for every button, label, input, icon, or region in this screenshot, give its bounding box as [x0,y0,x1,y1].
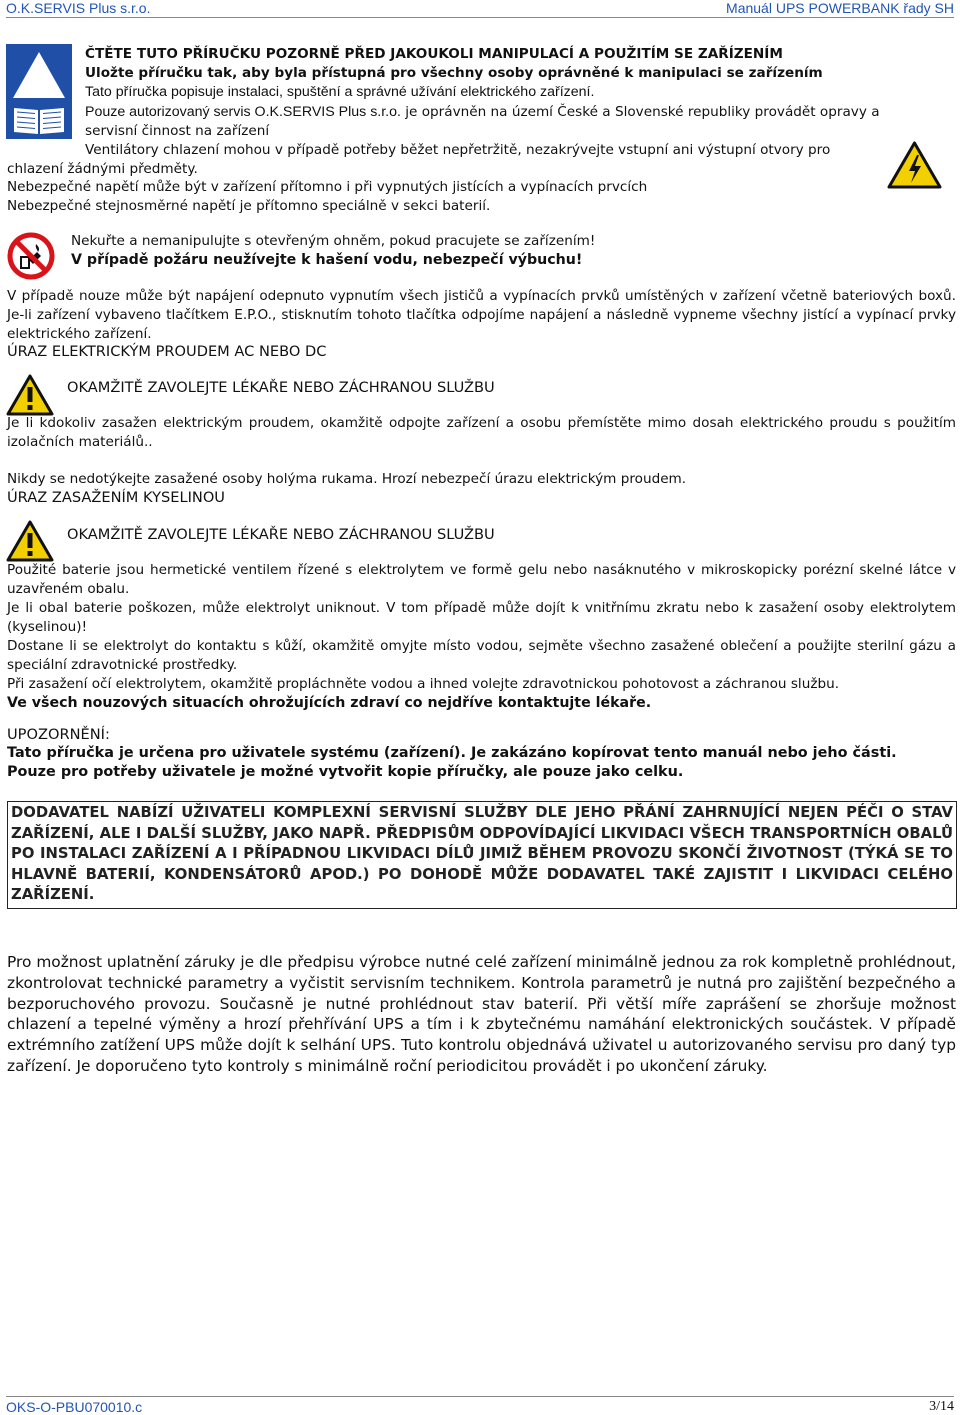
warning-icon [6,520,54,562]
acid-p2: Je li obal baterie poškozen, může elektrolyt uniknout. V tom případě může dojít k vnitřnímu zkratu nebo k zasažení osoby elektrolytem (kyselinou)! [7,600,956,635]
page-footer [6,1396,954,1415]
acid-p4: Při zasažení očí elektrolytem, okamžitě propláchněte vodou a ihned volejte zdravotnickou pohotovost a záchranou službu. [7,676,840,692]
acid-p3: Dostane li se elektrolyt do kontaktu s kůží, okamžitě omyjte místo vodou, sejměte všechno zasažené oblečení a použijte sterilní gázu a speciální zdravotnické prostředky. [7,638,956,673]
acid-title: ÚRAZ ZASAŽENÍM KYSELINOU [7,489,225,506]
header-company: O.K.SERVIS Plus s.r.o. [6,0,151,16]
footer-doc-code: OKS-O-PBU070010.c [6,1399,143,1415]
intro-line-4-end: je oprávněn na území České a Slovenské republiky provádět opravy a [400,104,880,120]
service-notice-box: DODAVATEL NABÍZÍ UŽIVATELI KOMPLEXNÍ SERVISNÍ SLUŽBY DLE JEHO PŘÁNÍ ZAHRNUJÍCÍ NEJEN PÉČI O STAV ZAŘÍZENÍ, ALE I DALŠÍ SLUŽBY, JAKO NAPŘ. PŘEDPISŮM ODPOVÍDAJÍCÍ LIKVIDACI VŠECH TRANSPORTNÍCH OBALŮ PO INSTALACI ZAŘÍZENÍ A I PŘÍPADNOU LIKVIDACI DÍLŮ JIMIŽ BĚHEM PROVOZU SKONČÍ ŽIVOTNOST (TÝKÁ SE TO HLAVNĚ BATERIÍ, KONDENSÁTORŮ APOD.) PO DOHODĚ MŮŽE DODAVATEL TAKÉ ZAJISTIT I LIKVIDACI CELÉHO ZAŘÍZENÍ. [7,801,957,909]
warning-line-2: Pouze pro potřeby uživatele je možné vytvořit kopie příručky, ale pouze jako celku. [7,764,684,780]
page-header [6,0,954,18]
no-open-flame-icon [7,232,55,280]
read-manual-icon [6,44,72,139]
fire-line-2: V případě požáru neužívejte k hašení vodu, nebezpečí výbuchu! [71,252,583,268]
intro-heading-1: ČTĚTE TUTO PŘÍRUČKU POZORNĚ PŘED JAKOUKOLI MANIPULACÍ A POUŽITÍM SE ZAŘÍZENÍM [85,46,783,62]
intro-line-7: chlazení žádnými předměty. [7,161,198,177]
emergency-text: V případě nouze může být napájení odepnuto vypnutím všech jističů a vypínacích prvků umístěných v zařízení včetně bateriových boxů. Je-li zařízení vybaveno tlačítkem E.P.O., stisknutím tohoto tlačítka odpojíme napájení a následně vypneme všechny jistící a vypínací prvky elektrického zařízení. [7,288,956,342]
intro-line-6: Ventilátory chlazení mohou v případě potřeby běžet nepřetržitě, nezakrývejte vstupní ani výstupní otvory pro [85,142,831,158]
intro-line-8: Nebezpečné napětí může být v zařízení přítomno i při vypnutých jistících a vypínacích prvcích [7,179,648,195]
acid-paragraphs [7,561,956,713]
acid-p5: Ve všech nouzových situacích ohrožujících zdraví co nejdříve kontaktujte lékaře. [7,695,652,711]
shock-text-2: Nikdy se nedotýkejte zasažené osoby holýma rukama. Hrozí nebezpečí úrazu elektrickým proudem. [7,471,687,487]
shock-text-1: Je li kdokoliv zasažen elektrickým proudem, okamžitě odpojte zařízení a osobu přemístěte mimo dosah elektrického proudu s použitím izolačních materiálů.. [7,415,956,450]
fire-line-1: Nekuřte a nemanipulujte s otevřeným ohněm, pokud pracujete se zařízením! [71,233,596,249]
warranty-paragraph: Pro možnost uplatnění záruky je dle předpisu výrobce nutné celé zařízení minimálně jednou za rok kompletně prohlédnout, zkontrolovat technické parametry a vyčistit servisním technikem. Kontrola parametrů je nutná pro zajištění bezpečného a bezporuchového provozu. Současně je nutné prohlédnout stav baterií. Při větší míře zaprášení se zhoršuje možnost chlazení a tepelné výměny a hrozí přehřívání UPS a tím i k zbytečnému namáhání elektronických součástek. V případě extrémního zatížení UPS může dojít k selhání UPS. Tuto kontrolu objednává uživatel u autorizovaného servisu pro daný typ zařízení. Je doporučeno tyto kontroly s minimálně roční periodicitou provádět i po ukončení záruky. [7,953,956,1075]
intro-line-3: Tato příručka popisuje instalaci, spuštění a správné užívání elektrického zařízení. [85,84,595,100]
intro-line-5: servisní činnost na zařízení [85,123,270,139]
intro-line-4-start: Pouze autorizovaný servis O.K.SERVIS Plus s.r.o. [85,104,401,120]
acid-call-doctor: OKAMŽITĚ ZAVOLEJTE LÉKAŘE NEBO ZÁCHRANOU SLUŽBU [67,526,495,543]
footer-page-number: 3/14 [929,1399,954,1414]
warning-line-1: Tato příručka je určena pro uživatele systému (zařízení). Je zakázáno kopírovat tento manuál nebo jeho části. [7,745,897,761]
warning-icon [6,374,54,416]
shock-call-doctor: OKAMŽITĚ ZAVOLEJTE LÉKAŘE NEBO ZÁCHRANOU SLUŽBU [67,379,495,396]
acid-p1: Použité baterie jsou hermetické ventilem řízené s elektrolytem ve formě gelu nebo nasáknutého v mikroskopicky porézní skelné látce v uzavřeném obalu. [7,562,956,597]
header-manual-title: Manuál UPS POWERBANK řady SH [726,0,954,16]
warning-label: UPOZORNĚNÍ: [7,726,110,743]
intro-line-9: Nebezpečné stejnosměrné napětí je přítomno speciálně v sekci baterií. [7,198,491,214]
shock-title: ÚRAZ ELEKTRICKÝM PROUDEM AC NEBO DC [7,343,327,360]
intro-line-4 [85,103,880,122]
intro-heading-2: Uložte příručku tak, aby byla přístupná pro všechny osoby oprávněné k manipulaci se zařízením [85,65,823,81]
high-voltage-icon [887,141,942,189]
